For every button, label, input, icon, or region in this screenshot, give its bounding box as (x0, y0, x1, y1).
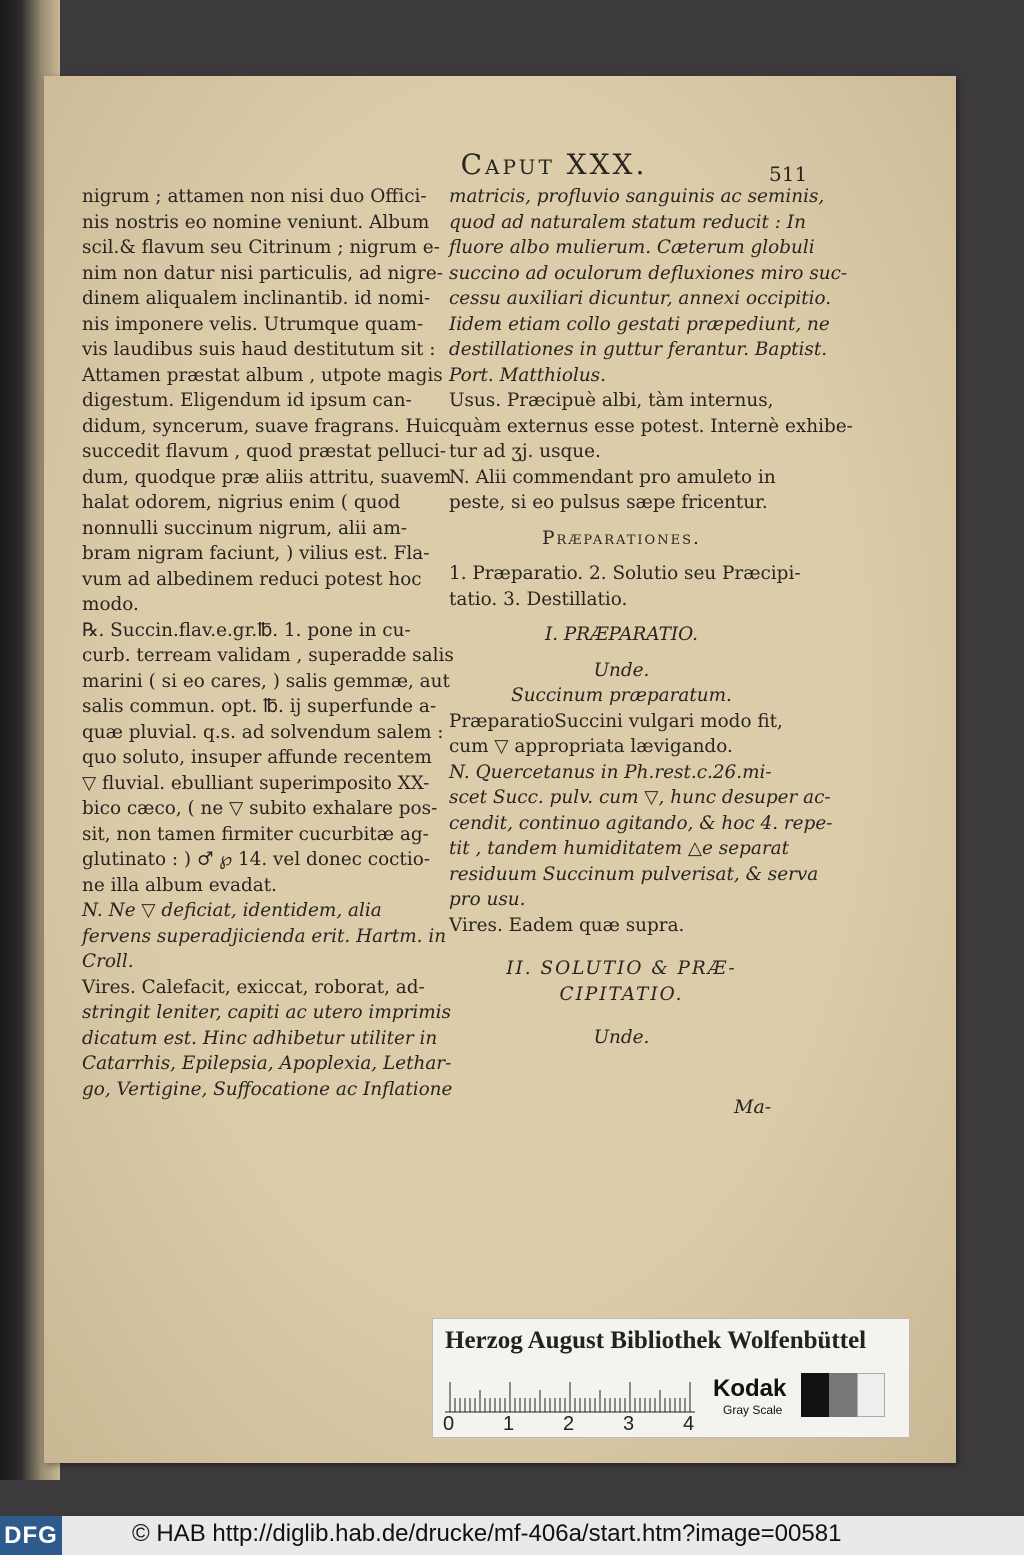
swatch-white (857, 1373, 885, 1417)
text-line: didum, syncerum, suave fragrans. Huic (82, 415, 450, 437)
text-line: marini ( si eo cares, ) salis gemmæ, aut (82, 670, 450, 692)
book-page (44, 76, 956, 1463)
ruler-number: 2 (563, 1413, 575, 1435)
text-line: stringit leniter, capiti ac utero imprimis (82, 1002, 451, 1023)
text-line: N. Alii commendant pro amuleto in (449, 466, 776, 488)
text-line: scet Succ. pulv. cum ▽, hunc desuper ac- (449, 787, 831, 808)
text-line: ▽ fluvial. ebulliant superimposito XX- (82, 772, 430, 794)
text-line: Iidem etiam collo gestati præpediunt, ne (449, 313, 830, 335)
kodak-logo: Kodak (713, 1375, 787, 1402)
text-line: nis nostris eo nomine veniunt. Album (82, 211, 430, 233)
text-line: cum ▽ appropriata lævigando. (449, 736, 733, 757)
left-column (82, 184, 454, 1102)
text-line: ne illa album evadat. (82, 874, 277, 896)
text-line: glutinato : ) ♂ ℘ 14. vel donec coctio- (82, 849, 430, 870)
text-line: sit, non tamen firmiter cucurbitæ ag- (82, 823, 429, 845)
page-number: 511 (769, 162, 808, 186)
text-line: Attamen præstat album , utpote magis (82, 364, 443, 386)
succinum-praeparatum: Succinum præparatum. (511, 685, 732, 706)
text-line: peste, si eo pulsus sæpe fricentur. (449, 492, 768, 513)
text-line: Vires. Calefacit, exiccat, roborat, ad- (82, 976, 425, 998)
text-line: dum, quodque præ aliis attritu, suavem (82, 466, 452, 488)
heading-praeparationes: Præparationes. (542, 527, 701, 549)
ruler-number: 3 (623, 1413, 635, 1435)
right-column-text-b (449, 709, 833, 939)
text-line: matricis, profluvio sanguinis ac seminis, (449, 186, 825, 207)
text-line: bram nigram faciunt, ) vilius est. Fla- (82, 543, 430, 564)
heading-praeparatio-1: I. PRÆPARATIO. (544, 624, 699, 645)
text-line: modo. (82, 594, 139, 615)
text-line: 1. Præparatio. 2. Solutio seu Præcipi- (449, 563, 801, 584)
text-line: nigrum ; attamen non nisi duo Offici- (82, 186, 427, 207)
text-line: nis imponere velis. Utrumque quam- (82, 313, 424, 335)
text-line: halat odorem, nigrius enim ( quod (82, 492, 401, 513)
text-line: curb. terream validam , superadde salis (82, 645, 454, 666)
ruler-number: 4 (683, 1413, 695, 1435)
text-line: quod ad naturalem statum reducit : In (449, 211, 806, 233)
text-line: Catarrhis, Epilepsia, Apoplexia, Lethar- (82, 1053, 452, 1074)
text-line: tatio. 3. Destillatio. (449, 588, 628, 610)
text-line: go, Vertigine, Suffocatione ac Inflatione (82, 1078, 453, 1100)
footer-bar (0, 1516, 1024, 1555)
text-line: pro usu. (449, 889, 526, 910)
heading-solutio-line2: CIPITATIO. (559, 983, 684, 1005)
gray-scale-label: Gray Scale (723, 1403, 783, 1417)
dfg-logo: DFG (0, 1516, 62, 1555)
text-line: nim non datur nisi particulis, ad nigre- (82, 262, 443, 284)
text-line: fluore albo mulierum. Cæterum globuli (449, 237, 815, 258)
unde-2: Unde. (593, 1027, 650, 1048)
text-line: digestum. Eligendum id ipsum can- (82, 390, 412, 411)
text-line: quæ pluvial. q.s. ad solvendum salem : (82, 721, 444, 743)
scale-card (432, 1318, 910, 1438)
text-line: Port. Matthiolus. (449, 364, 606, 386)
text-line: succino ad oculorum defluxiones miro suc- (449, 262, 848, 284)
text-line: Croll. (82, 951, 134, 972)
right-column (449, 184, 853, 1051)
heading-solutio-line1: II. SOLUTIO & PRÆ- (506, 958, 737, 979)
text-line: salis commun. opt. ℔. ij superfunde a- (82, 696, 437, 717)
text-line: quo soluto, insuper affunde recentem (82, 747, 432, 768)
text-line: fervens superadjicienda erit. Hartm. in (82, 925, 447, 947)
text-line: dicatum est. Hinc adhibetur utiliter in (82, 1027, 438, 1049)
running-head: Caput XXX. (460, 148, 648, 181)
ruler-number: 0 (443, 1413, 455, 1435)
text-line: tur ad ʒj. usque. (449, 441, 601, 462)
text-line: PræparatioSuccini vulgari modo fit, (449, 710, 783, 732)
catchword: Ma- (734, 1096, 772, 1118)
text-line: Vires. Eadem quæ supra. (449, 914, 685, 936)
card-title: Herzog August Bibliothek Wolfenbüttel (445, 1327, 867, 1354)
text-line: N. Quercetanus in Ph.rest.c.26.mi- (449, 761, 772, 783)
text-line: cessu auxiliari dicuntur, annexi occipitio. (449, 288, 832, 309)
text-line: cendit, continuo agitando, & hoc 4. repe- (449, 812, 833, 834)
ruler (445, 1377, 695, 1413)
text-line: vum ad albedinem reduci potest hoc (82, 568, 422, 590)
text-line: bico cæco, ( ne ▽ subito exhalare pos- (82, 798, 438, 819)
text-line: Usus. Præcipuè albi, tàm internus, (449, 390, 774, 411)
right-column-text-a (449, 184, 853, 516)
text-line: scil.& flavum seu Citrinum ; nigrum e- (82, 237, 440, 258)
text-line: destillationes in guttur ferantur. Baptist. (449, 339, 828, 360)
text-line: ℞. Succin.flav.e.gr.℔. 1. pone in cu- (82, 619, 411, 641)
text-line: N. Ne ▽ deficiat, identidem, alia (82, 900, 382, 921)
text-line: succedit flavum , quod præstat pelluci- (82, 441, 446, 462)
text-line: residuum Succinum pulverisat, & serva (449, 863, 819, 885)
text-line: tit , tandem humiditatem △e separat (449, 838, 789, 859)
text-line: dinem aliqualem inclinantib. id nomi- (82, 288, 431, 309)
unde-1: Unde. (593, 659, 650, 681)
text-line: quàm externus esse potest. Internè exhibe- (449, 415, 853, 437)
ruler-number: 1 (503, 1413, 515, 1435)
text-line: nonnulli succinum nigrum, alii am- (82, 517, 408, 539)
copyright-link[interactable]: © HAB http://diglib.hab.de/drucke/mf-406a/start.htm?image=00581 (132, 1520, 842, 1547)
preparation-list (449, 561, 801, 612)
text-line: vis laudibus suis haud destitutum sit : (82, 339, 436, 360)
swatch-black (801, 1373, 829, 1417)
swatch-gray (829, 1373, 857, 1417)
